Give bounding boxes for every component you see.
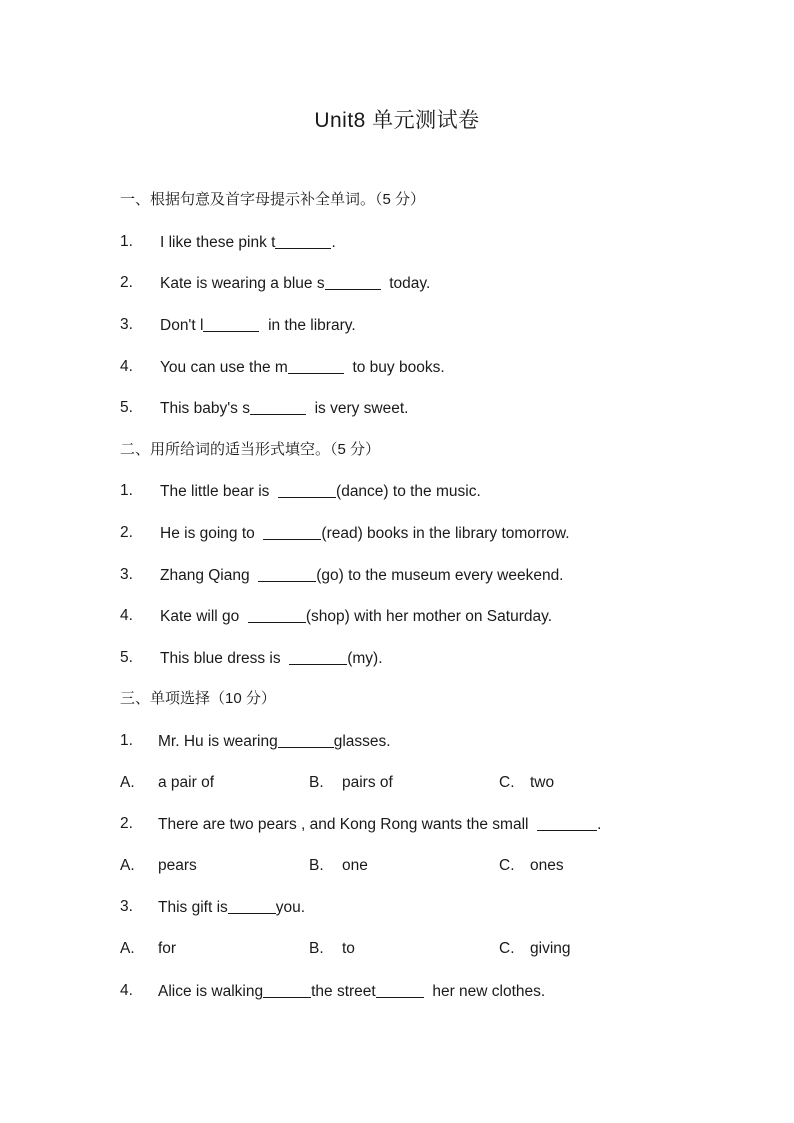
option-b-text[interactable]: pairs of — [342, 774, 393, 791]
item-text: Kate will go (shop) with her mother on Saturday. — [160, 605, 552, 628]
question-text: This gift is you. — [158, 896, 305, 919]
item-text: You can use the m to buy books. — [160, 356, 445, 379]
answer-blank[interactable] — [376, 980, 424, 998]
answer-blank[interactable] — [289, 647, 347, 665]
answer-blank[interactable] — [248, 605, 306, 623]
question-text: There are two pears , and Kong Rong wants the small . — [158, 813, 601, 836]
item-number: 5. — [120, 649, 133, 666]
answer-blank[interactable] — [278, 480, 336, 498]
option-c-text[interactable]: two — [530, 774, 555, 791]
item-text: Zhang Qiang (go) to the museum every weekend. — [160, 564, 564, 587]
s3-q1-options — [120, 772, 680, 794]
item-number: 2. — [120, 274, 133, 291]
option-letter-a: A. — [120, 940, 135, 957]
item-number: 3. — [120, 566, 133, 583]
question-number: 1. — [120, 732, 133, 749]
question-number: 2. — [120, 815, 133, 832]
item-number: 3. — [120, 316, 133, 333]
answer-blank[interactable] — [263, 980, 311, 998]
question-number: 3. — [120, 898, 133, 915]
answer-blank[interactable] — [275, 231, 331, 249]
item-number: 4. — [120, 607, 133, 624]
option-letter-b: B. — [309, 857, 324, 874]
option-c-text[interactable]: ones — [530, 857, 564, 874]
item-number: 2. — [120, 524, 133, 541]
option-letter-c: C. — [499, 940, 515, 957]
option-letter-a: A. — [120, 857, 135, 874]
answer-blank[interactable] — [278, 730, 334, 748]
question-number: 4. — [120, 982, 133, 999]
section-2-heading: 二、用所给词的适当形式填空。（5 分） — [120, 441, 381, 458]
answer-blank[interactable] — [203, 314, 259, 332]
answer-blank[interactable] — [325, 272, 381, 290]
option-a-text[interactable]: for — [158, 940, 177, 957]
question-text: Mr. Hu is wearing glasses. — [158, 730, 391, 753]
item-text: I like these pink t . — [160, 231, 336, 254]
section-1-heading: 一、根据句意及首字母提示补全单词。（5 分） — [120, 191, 426, 208]
answer-blank[interactable] — [288, 356, 344, 374]
question-text: Alice is walking the street her new clothes. — [158, 980, 545, 1003]
option-a-text[interactable]: pears — [158, 857, 197, 874]
item-text: This blue dress is (my). — [160, 647, 383, 670]
answer-blank[interactable] — [537, 813, 597, 831]
item-number: 5. — [120, 399, 133, 416]
item-number: 4. — [120, 358, 133, 375]
page-title: Unit8 单元测试卷 — [314, 109, 480, 132]
answer-blank[interactable] — [263, 522, 321, 540]
option-letter-c: C. — [499, 774, 515, 791]
s3-q2-options — [120, 855, 680, 877]
option-b-text[interactable]: to — [342, 940, 355, 957]
option-b-text[interactable]: one — [342, 857, 368, 874]
item-text: This baby's s is very sweet. — [160, 397, 408, 420]
option-a-text[interactable]: a pair of — [158, 774, 215, 791]
option-c-text[interactable]: giving — [530, 940, 571, 957]
item-text: Kate is wearing a blue s today. — [160, 272, 430, 295]
s3-q3-options — [120, 938, 680, 960]
section-3-heading: 三、单项选择（10 分） — [120, 690, 276, 707]
item-text: Don't l in the library. — [160, 314, 356, 337]
option-letter-b: B. — [309, 774, 324, 791]
answer-blank[interactable] — [258, 564, 316, 582]
answer-blank[interactable] — [250, 397, 306, 415]
item-number: 1. — [120, 233, 133, 250]
option-letter-c: C. — [499, 857, 515, 874]
item-text: He is going to (read) books in the library tomorrow. — [160, 522, 570, 545]
option-letter-a: A. — [120, 774, 135, 791]
answer-blank[interactable] — [228, 896, 276, 914]
option-letter-b: B. — [309, 940, 324, 957]
item-number: 1. — [120, 482, 133, 499]
item-text: The little bear is (dance) to the music. — [160, 480, 481, 503]
